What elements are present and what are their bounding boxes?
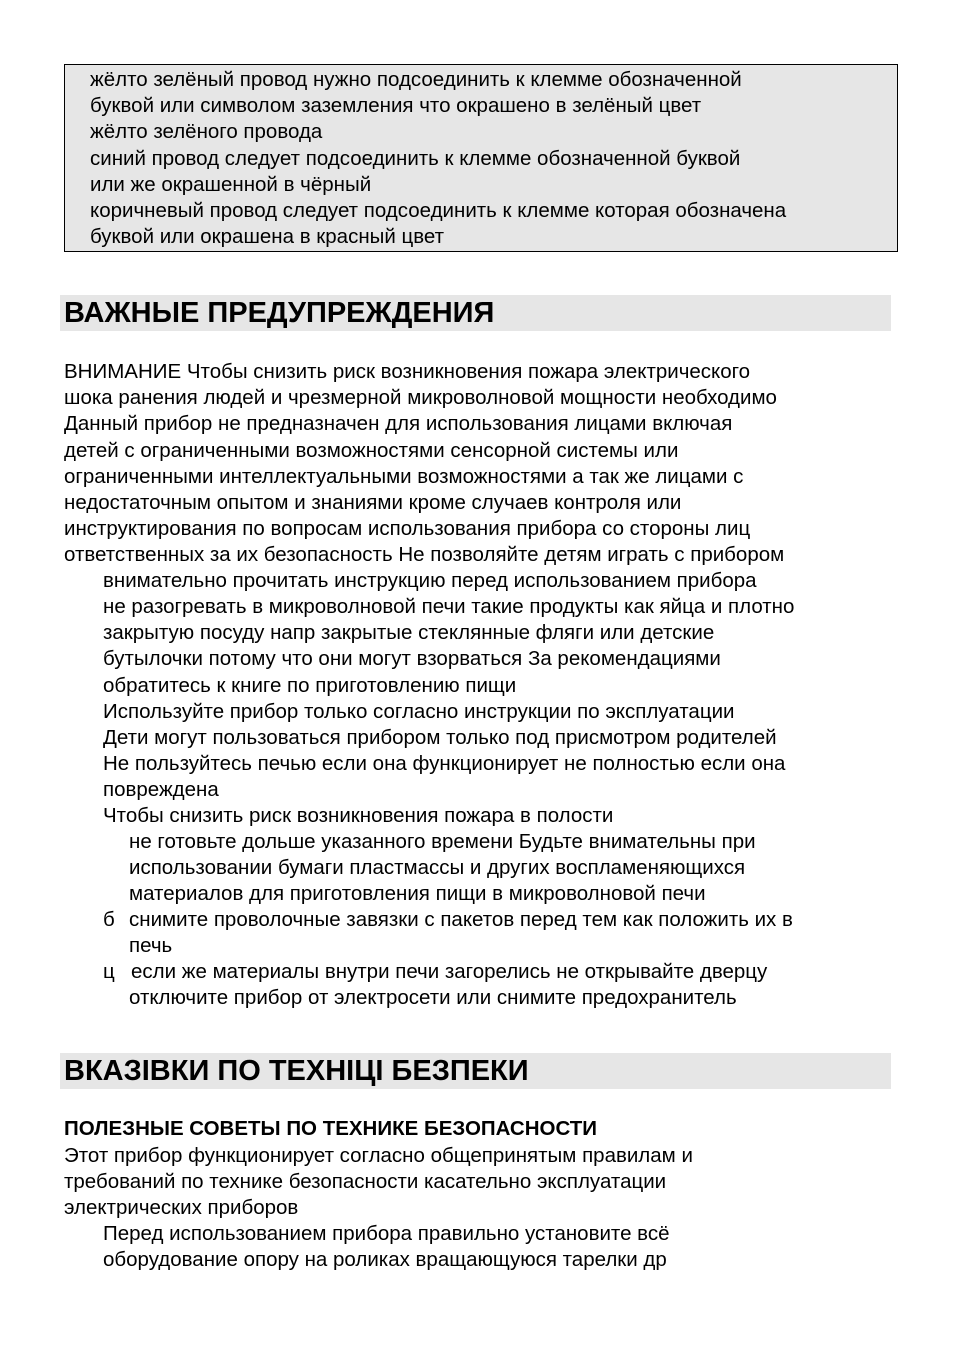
paragraph-line: Данный прибор не предназначен для использования лицами включая <box>64 412 733 435</box>
sub-list-item: печь <box>129 934 173 957</box>
section-heading-safety: ВКАЗІВКИ ПО ТЕХНІЦІ БЕЗПЕКИ <box>60 1053 891 1089</box>
list-marker-c: ц <box>103 960 115 983</box>
sub-list-item: отключите прибор от электросети или снимите предохранитель <box>129 986 737 1009</box>
list-item: Перед использованием прибора правильно установите всё <box>103 1222 670 1245</box>
wiring-line: или же окрашенной в чёрный <box>90 173 372 196</box>
wiring-line: коричневый провод следует подсоединить к клемме которая обозначена <box>90 199 787 222</box>
list-item: Чтобы снизить риск возникновения пожара в полости <box>103 804 614 827</box>
sub-list-item: не готовьте дольше указанного времени Будьте внимательны при <box>129 830 756 853</box>
paragraph-line: Этот прибор функционирует согласно общепринятым правилам и <box>64 1144 693 1167</box>
list-item: не разогревать в микроволновой печи такие продукты как яйца и плотно <box>103 595 795 618</box>
wiring-line: жёлто зелёного провода <box>90 120 323 143</box>
paragraph-line: ответственных за их безопасность Не позволяйте детям играть с прибором <box>64 543 785 566</box>
sub-list-item: если же материалы внутри печи загорелись не открывайте дверцу <box>131 960 768 983</box>
paragraph-line: ограниченными интеллектуальными возможностями а так же лицами с <box>64 465 744 488</box>
list-item: Дети могут пользоваться прибором только под присмотром родителей <box>103 726 777 749</box>
wiring-line: синий провод следует подсоединить к клемме обозначенной буквой <box>90 147 741 170</box>
list-marker-b: б <box>103 908 115 931</box>
section-subtitle: ПОЛЕЗНЫЕ СОВЕТЫ ПО ТЕХНИКЕ БЕЗОПАСНОСТИ <box>64 1117 598 1140</box>
list-item: закрытую посуду напр закрытые стеклянные фляги или детские <box>103 621 715 644</box>
paragraph-line: ВНИМАНИЕ Чтобы снизить риск возникновения пожара электрического <box>64 360 751 383</box>
list-item: повреждена <box>103 778 219 801</box>
section-heading-warnings: ВАЖНЫЕ ПРЕДУПРЕЖДЕНИЯ <box>60 295 891 331</box>
sub-list-item: материалов для приготовления пищи в микроволновой печи <box>129 882 706 905</box>
paragraph-line: недостаточным опытом и знаниями кроме случаев контроля или <box>64 491 682 514</box>
sub-list-item: использовании бумаги пластмассы и других воспламеняющихся <box>129 856 746 879</box>
list-item: оборудование опору на роликах вращающуюся тарелки др <box>103 1248 667 1271</box>
list-item: Не пользуйтесь печью если она функционирует не полностью если она <box>103 752 786 775</box>
list-item: внимательно прочитать инструкцию перед использованием прибора <box>103 569 757 592</box>
list-item: обратитесь к книге по приготовлению пищи <box>103 674 517 697</box>
wiring-line: буквой или окрашена в красный цвет <box>90 225 445 248</box>
wiring-line: жёлто зелёный провод нужно подсоединить к клемме обозначенной <box>90 68 742 91</box>
paragraph-line: шока ранения людей и чрезмерной микроволновой мощности необходимо <box>64 386 777 409</box>
paragraph-line: требований по технике безопасности касательно эксплуатации <box>64 1170 667 1193</box>
paragraph-line: электрических приборов <box>64 1196 299 1219</box>
list-item: бутылочки потому что они могут взорваться За рекомендациями <box>103 647 721 670</box>
sub-list-item: снимите проволочные завязки с пакетов перед тем как положить их в <box>129 908 793 931</box>
paragraph-line: инструктирования по вопросам использования прибора со стороны лиц <box>64 517 751 540</box>
wiring-line: буквой или символом заземления что окрашено в зелёный цвет <box>90 94 702 117</box>
list-item: Используйте прибор только согласно инструкции по эксплуатации <box>103 700 735 723</box>
paragraph-line: детей с ограниченными возможностями сенсорной системы или <box>64 439 679 462</box>
